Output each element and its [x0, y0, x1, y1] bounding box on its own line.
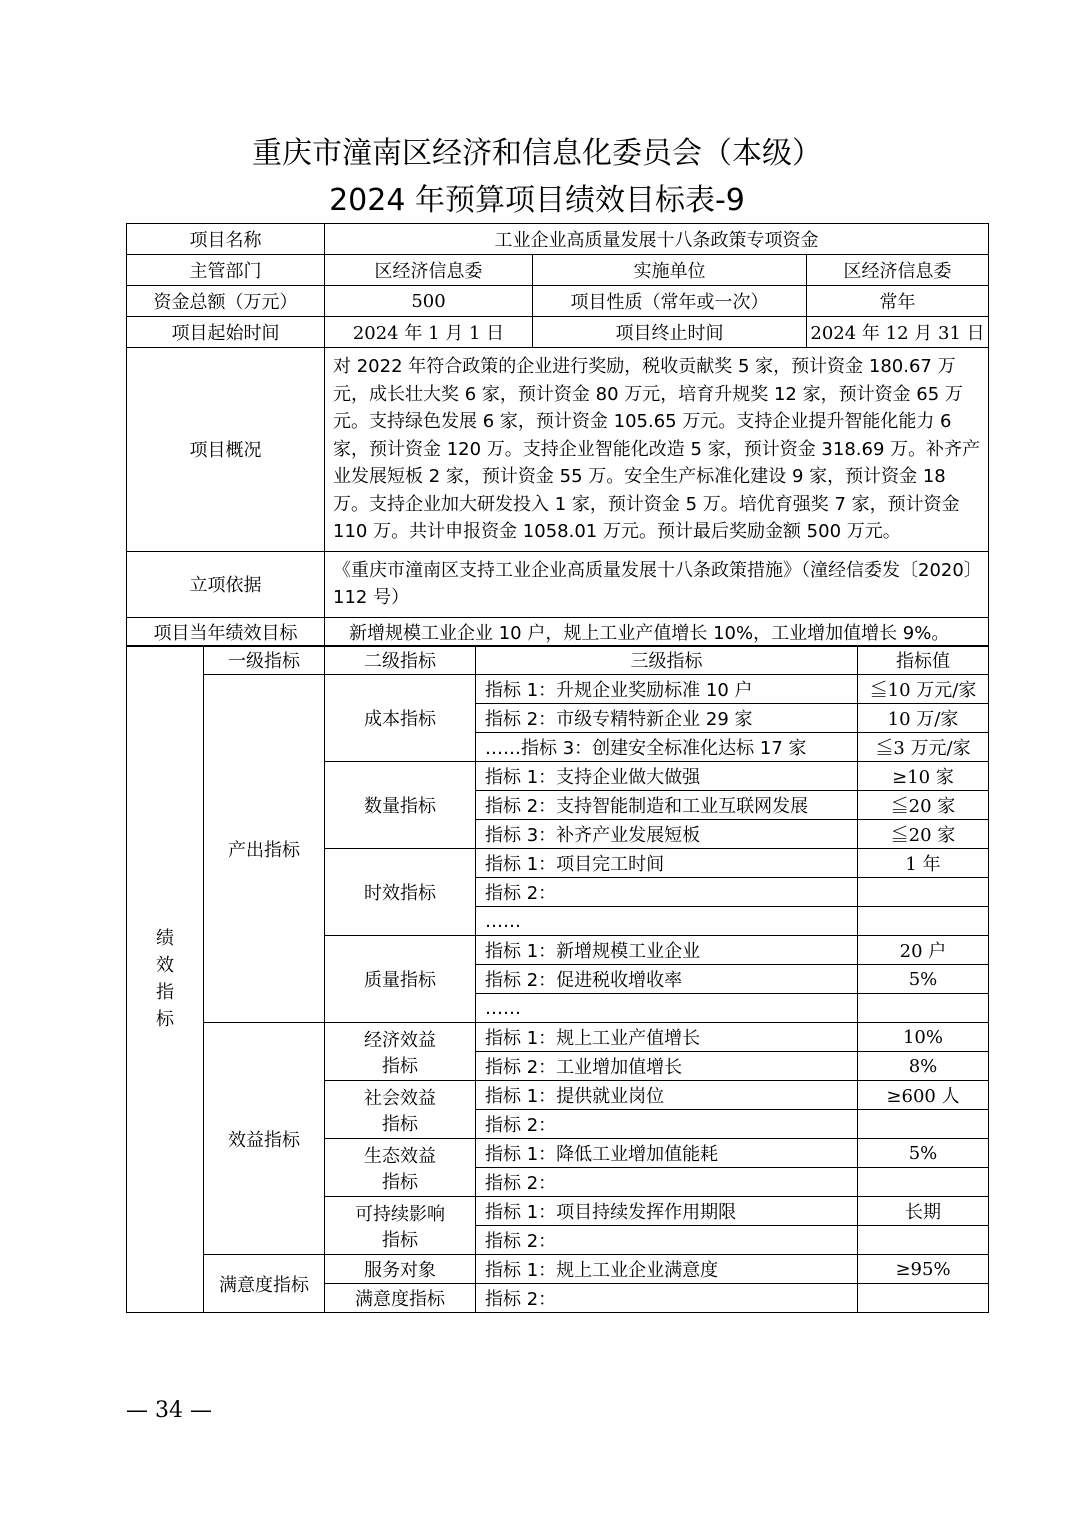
l2-social: 社会效益 指标	[325, 1081, 476, 1139]
start-label: 项目起始时间	[127, 317, 325, 348]
indicator-row: 指标 2：促进税收增收率	[476, 965, 858, 994]
indicator-value: ≥95%	[858, 1255, 989, 1284]
l2-quality: 质量指标	[325, 936, 476, 1023]
indicator-value	[858, 994, 989, 1023]
performance-side-label: 绩 效 指 标	[127, 646, 204, 1313]
l1-benefit: 效益指标	[204, 1023, 325, 1255]
indicator-row: 指标 2：	[476, 1110, 858, 1139]
basis-text: 《重庆市潼南区支持工业企业高质量发展十八条政策措施》（潼经信委发〔2020〕112 号）	[325, 551, 989, 617]
indicator-row: 指标 2：	[476, 878, 858, 907]
indicator-value	[858, 907, 989, 936]
l2-sustain: 可持续影响 指标	[325, 1197, 476, 1255]
nature-label: 项目性质（常年或一次）	[533, 286, 807, 317]
indicator-value	[858, 1110, 989, 1139]
indicator-row: 指标 1：新增规模工业企业	[476, 936, 858, 965]
indicator-row: 指标 1：降低工业增加值能耗	[476, 1139, 858, 1168]
document-subtitle: 2024 年预算项目绩效目标表-9	[329, 183, 745, 218]
end-label: 项目终止时间	[533, 317, 807, 348]
indicator-value	[858, 1284, 989, 1313]
indicator-value	[858, 1168, 989, 1197]
indicator-value: ≦3 万元/家	[858, 733, 989, 762]
fund-value: 500	[325, 286, 533, 317]
indicator-value: 10 万/家	[858, 704, 989, 733]
indicator-row: ……	[476, 994, 858, 1023]
goal-label: 项目当年绩效目标	[127, 617, 325, 646]
header-value: 指标值	[858, 646, 989, 675]
project-name-value: 工业企业高质量发展十八条政策专项资金	[325, 224, 989, 255]
indicator-row: 指标 1：项目持续发挥作用期限	[476, 1197, 858, 1226]
indicator-row: 指标 2：工业增加值增长	[476, 1052, 858, 1081]
indicator-value: 1 年	[858, 849, 989, 878]
indicator-row: ……	[476, 907, 858, 936]
header-level1: 一级指标	[204, 646, 325, 675]
header-level3: 三级指标	[476, 646, 858, 675]
overview-text: 对 2022 年符合政策的企业进行奖励，税收贡献奖 5 家，预计资金 180.67 万元，成长壮大奖 6 家，预计资金 80 万元，培育升规奖 12 家，预计资金 65 万元。支持绿色发展 6 家，预计资金 105.65 万元。支持企业提升智能化能力 6 家，预计资金 120 万。支持企业智能化改造 5 家，预计资金 318.69 万。补齐产业发展短板 2 家，预计资金 55 万。安全生产标准化建设 9 家，预计资金 18 万。支持企业加大研发投入 1 家，预计资金 5 万。培优育强奖 7 家，预计资金 110 万。共计申报资金 1058.01 万元。预计最后奖励金额 500 万元。	[325, 348, 989, 552]
indicator-row: 指标 1：规上工业企业满意度	[476, 1255, 858, 1284]
fund-label: 资金总额（万元）	[127, 286, 325, 317]
project-name-label: 项目名称	[127, 224, 325, 255]
dept-label: 主管部门	[127, 255, 325, 286]
l2-quantity: 数量指标	[325, 762, 476, 849]
indicator-row: 指标 2：	[476, 1168, 858, 1197]
impl-value: 区经济信息委	[807, 255, 989, 286]
page-number: — 34 —	[126, 1398, 212, 1423]
indicator-row: 指标 2：	[476, 1226, 858, 1255]
indicator-value: ≥10 家	[858, 762, 989, 791]
indicator-row: 指标 1：支持企业做大做强	[476, 762, 858, 791]
impl-label: 实施单位	[533, 255, 807, 286]
l1-output: 产出指标	[204, 675, 325, 1023]
l2-cost: 成本指标	[325, 675, 476, 762]
indicator-row: 指标 3：补齐产业发展短板	[476, 820, 858, 849]
l2-time: 时效指标	[325, 849, 476, 936]
indicator-value: ≥600 人	[858, 1081, 989, 1110]
indicator-value: ≦20 家	[858, 791, 989, 820]
l1-satisfaction: 满意度指标	[204, 1255, 325, 1313]
indicator-row: 指标 2：	[476, 1284, 858, 1313]
l2-eco: 生态效益 指标	[325, 1139, 476, 1197]
start-value: 2024 年 1 月 1 日	[325, 317, 533, 348]
l2-econ: 经济效益 指标	[325, 1023, 476, 1081]
indicator-value: ≦10 万元/家	[858, 675, 989, 704]
nature-value: 常年	[807, 286, 989, 317]
indicator-value	[858, 878, 989, 907]
indicator-value: 10%	[858, 1023, 989, 1052]
indicator-row: 指标 2：市级专精特新企业 29 家	[476, 704, 858, 733]
indicator-value: 长期	[858, 1197, 989, 1226]
performance-indicator-table	[126, 645, 989, 1313]
dept-value: 区经济信息委	[325, 255, 533, 286]
indicator-row: ……指标 3：创建安全标准化达标 17 家	[476, 733, 858, 762]
project-info-table	[126, 223, 989, 647]
l2-satisfy-index: 满意度指标	[325, 1284, 476, 1313]
end-value: 2024 年 12 月 31 日	[807, 317, 989, 348]
indicator-row: 指标 2：支持智能制造和工业互联网发展	[476, 791, 858, 820]
indicator-value: 20 户	[858, 936, 989, 965]
overview-label: 项目概况	[127, 348, 325, 552]
basis-label: 立项依据	[127, 551, 325, 617]
indicator-value: 5%	[858, 1139, 989, 1168]
indicator-row: 指标 1：升规企业奖励标准 10 户	[476, 675, 858, 704]
indicator-value: 5%	[858, 965, 989, 994]
document-title: 重庆市潼南区经济和信息化委员会（本级）	[252, 136, 822, 171]
indicator-row: 指标 1：提供就业岗位	[476, 1081, 858, 1110]
indicator-row: 指标 1：规上工业产值增长	[476, 1023, 858, 1052]
goal-text: 新增规模工业企业 10 户，规上工业产值增长 10%，工业增加值增长 9%。	[325, 617, 989, 646]
indicator-value: ≦20 家	[858, 820, 989, 849]
indicator-row: 指标 1：项目完工时间	[476, 849, 858, 878]
header-level2: 二级指标	[325, 646, 476, 675]
l2-satisfy-service: 服务对象	[325, 1255, 476, 1284]
indicator-value	[858, 1226, 989, 1255]
indicator-value: 8%	[858, 1052, 989, 1081]
